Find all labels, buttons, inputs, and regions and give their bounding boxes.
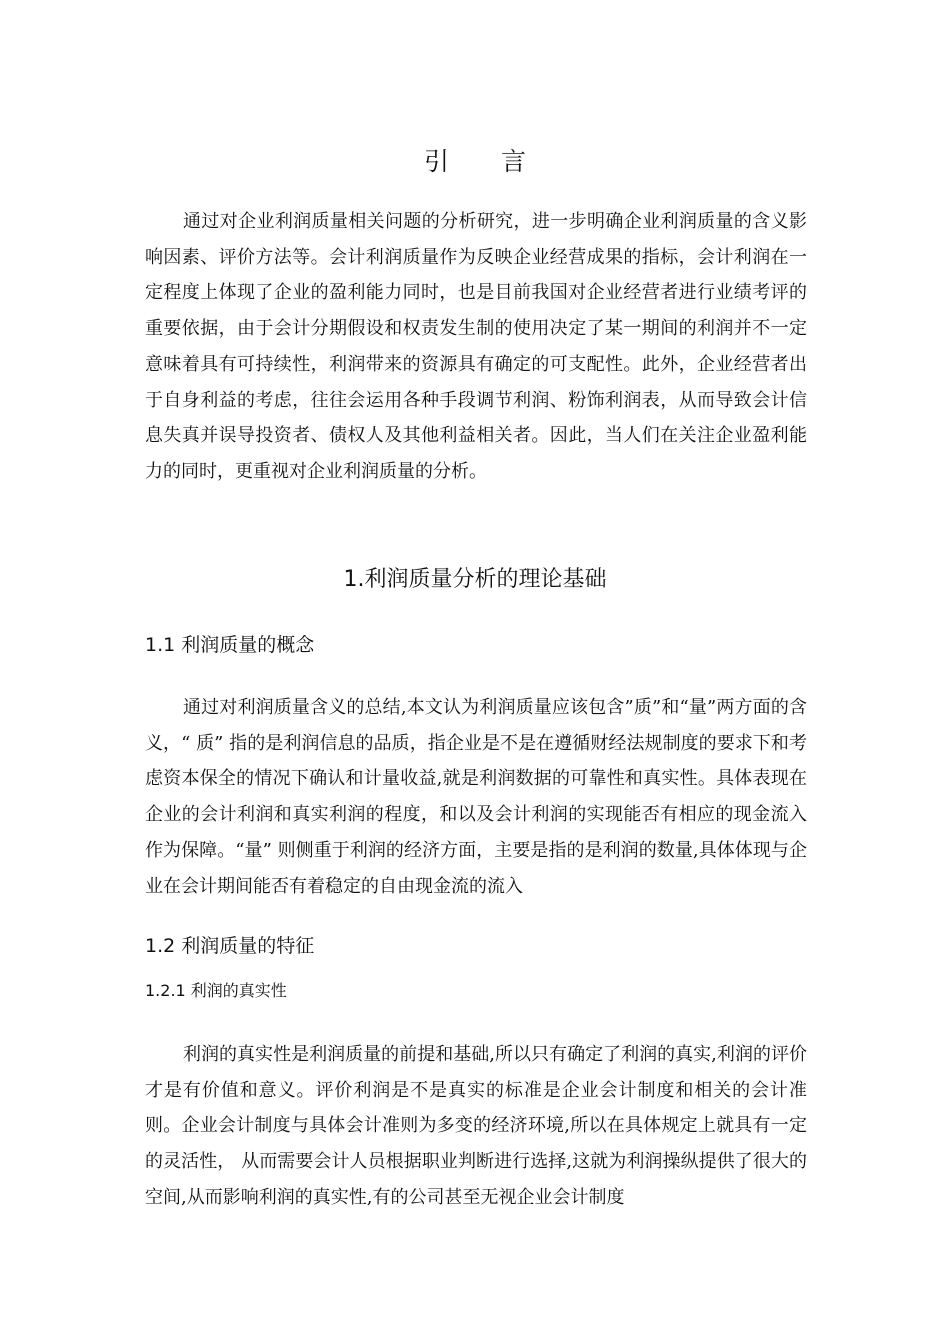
section-1-2-heading: 1.2 利润质量的特征 <box>145 935 315 957</box>
section-1-2-1-heading: 1.2.1 利润的真实性 <box>145 981 287 1000</box>
intro-title: 引 言 <box>424 147 548 176</box>
intro-paragraph: 通过对企业利润质量相关问题的分析研究，进一步明确企业利润质量的含义影响因素、评价方法等。会计利润质量作为反映企业经营成果的指标，会计利润在一定程度上体现了企业的盈利能力同时，也是目前我国对企业经营者进行业绩考评的重要依据，由于会计分期假设和权责发生制的使用决定了某一期间的利润并不一定意味着具有可持续性，利润带来的资源具有确定的可支配性。此外，企业经营者出于自身利益的考虑，往往会运用各种手段调节利润、粉饰利润表，从而导致会计信息失真并误导投资者、债权人及其他利益相关者。因此，当人们在关注企业盈利能力的同时，更重视对企业利润质量的分析。 <box>145 211 807 482</box>
section-1-1-heading: 1.1 利润质量的概念 <box>145 634 315 656</box>
section-1-1-paragraph: 通过对利润质量含义的总结,本文认为利润质量应该包含”质”和“量”两方面的含义，“ 质” 指的是利润信息的品质，指企业是不是在遵循财经法规制度的要求下和考虑资本保全的情况下确认和计量收益,就是利润数据的可靠性和真实性。具体表现在企业的会计利润和真实利润的程度，和以及会计利润的实现能否有相应的现金流入作为保障。“量” 则侧重于利润的经济方面，主要是指的是利润的数量,具体体现与企业在会计期间能否有着稳定的自由现金流的流入 <box>145 697 807 897</box>
section-1-2-1-paragraph: 利润的真实性是利润质量的前提和基础,所以只有确定了利润的真实,利润的评价才是有价值和意义。评价利润是不是真实的标准是企业会计制度和相关的会计准则。企业会计制度与具体会计准则为多变的经济环境,所以在具体规定上就具有一定的灵活性， 从而需要会计人员根据职业判断进行选择,这就为利润操纵提供了很大的空间,从而影响利润的真实性,有的公司甚至无视企业会计制度 <box>145 1044 807 1208</box>
section-1-heading: 1.利润质量分析的理论基础 <box>343 567 607 592</box>
